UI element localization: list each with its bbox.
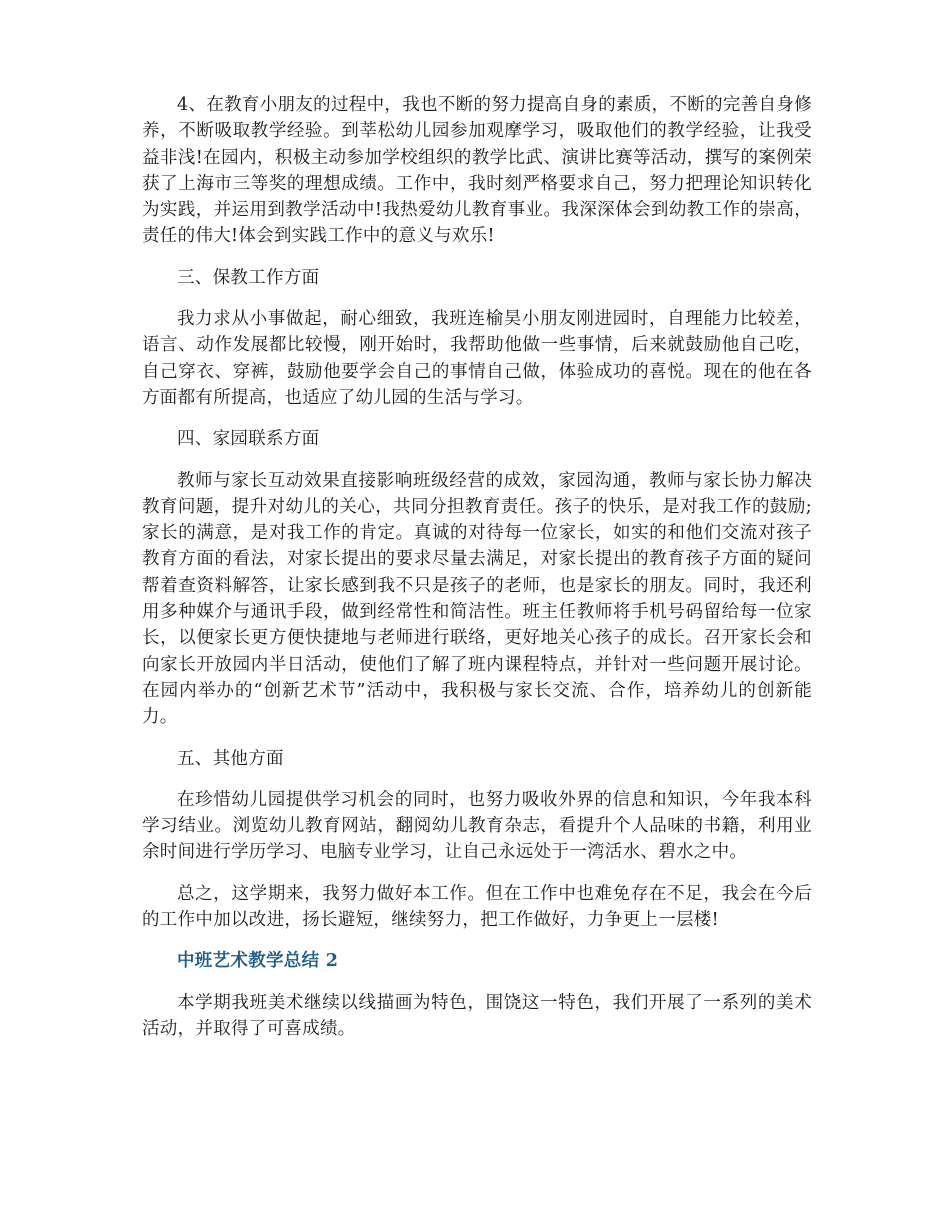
document-page: [142, 92, 812, 1057]
paragraph-teaching-growth: 4、在教育小朋友的过程中，我也不断的努力提高自身的素质，不断的完善自身修养，不断吸取教学经验。到莘松幼儿园参加观摩学习，吸取他们的教学经验，让我受益非浅!在园内，积极主动参加学校组织的教学比武、演讲比赛等活动，撰写的案例荣获了上海市三等奖的理想成绩。工作中，我时刻严格要求自己，努力把理论知识转化为实践，并运用到教学活动中!我热爱幼儿教育事业。我深深体会到幼教工作的崇高，责任的伟大!体会到实践工作中的意义与欢乐!: [142, 95, 812, 247]
heading-home-school-contact: 四、家园联系方面: [177, 429, 320, 450]
paragraph-art-intro: 本学期我班美术继续以线描画为特色，围饶这一特色，我们开展了一系列的美术活动，并取得了可喜成绩。: [142, 992, 812, 1039]
paragraph-childcare-work: 我力求从小事做起，耐心细致，我班连榆昊小朋友刚进园时，自理能力比较差，语言、动作发展都比较慢，刚开始时，我帮助他做一些事情，后来就鼓励他自己吃，自己穿衣、穿裤，鼓励他要学会自己的事情自己做，体验成功的喜悦。现在的他在各方面都有所提高，也适应了幼儿园的生活与学习。: [142, 309, 812, 408]
section-title-art-summary-2: 中班艺术教学总结 2: [177, 951, 339, 972]
paragraph-other-aspects: 在珍惜幼儿园提供学习机会的同时，也努力吸收外界的信息和知识，今年我本科学习结业。浏览幼儿教育网站，翻阅幼儿教育杂志，看提升个人品味的书籍，利用业余时间进行学历学习、电脑专业学习，让自己永远处于一湾活水、碧水之中。: [142, 789, 812, 863]
heading-other-aspects: 五、其他方面: [177, 748, 284, 769]
paragraph-home-school-contact: 教师与家长互动效果直接影响班级经营的成效，家园沟通，教师与家长协力解决教育问题，提升对幼儿的关心，共同分担教育责任。孩子的快乐，是对我工作的鼓励;家长的满意，是对我工作的肯定。真诚的对待每一位家长，如实的和他们交流对孩子教育方面的看法，对家长提出的要求尽量去满足，对家长提出的教育孩子方面的疑问帮着查资料解答，让家长感到我不只是孩子的老师，也是家长的朋友。同时，我还利用多种媒介与通讯手段，做到经常性和简洁性。班主任教师将手机号码留给每一位家长，以便家长更方便快捷地与老师进行联络，更好地关心孩子的成长。召开家长会和向家长开放园内半日活动，使他们了解了班内课程特点，并针对一些问题开展讨论。在园内举办的“创新艺术节”活动中，我积极与家长交流、合作，培养幼儿的创新能力。: [142, 470, 812, 728]
heading-childcare-work: 三、保教工作方面: [177, 267, 320, 288]
paragraph-conclusion: 总之，这学期来，我努力做好本工作。但在工作中也难免存在不足，我会在今后的工作中加以改进，扬长避短，继续努力，把工作做好，力争更上一层楼!: [142, 883, 812, 931]
